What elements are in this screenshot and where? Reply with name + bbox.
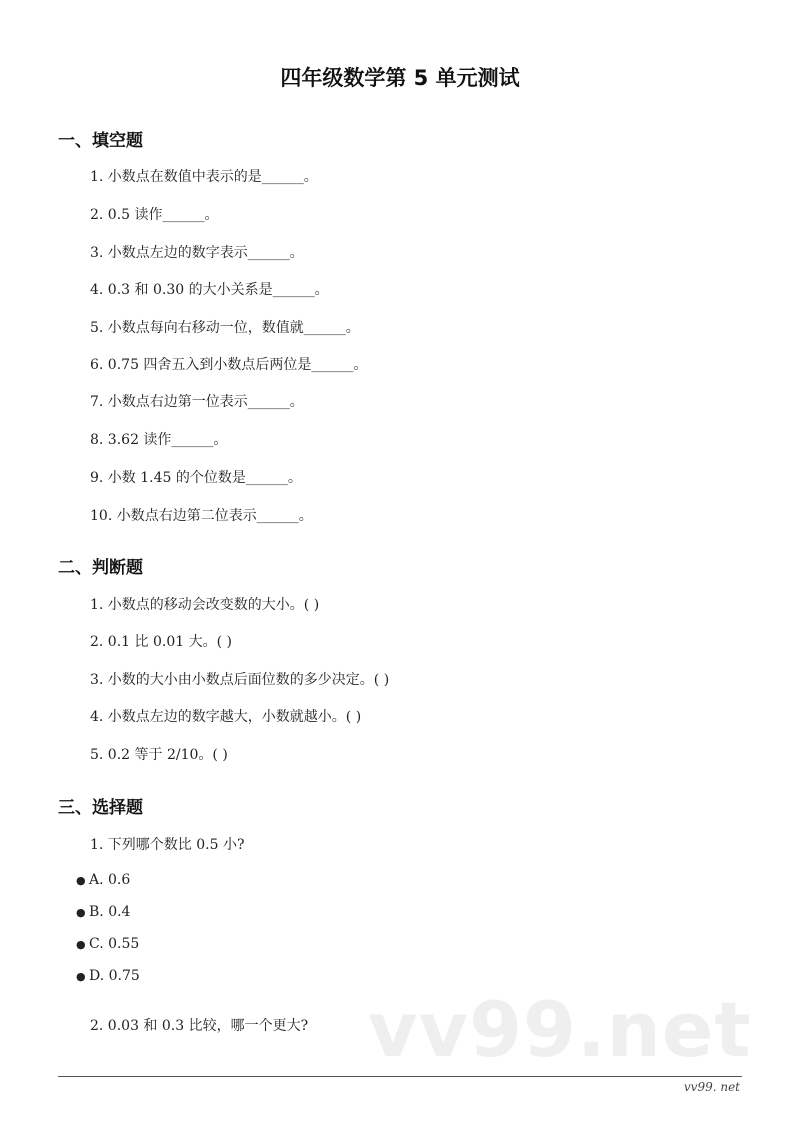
fill-question: 5. 小数点每向右移动一位，数值就______。 bbox=[90, 320, 360, 336]
fill-question: 3. 小数点左边的数字表示______。 bbox=[90, 245, 304, 261]
bullet-icon: ● bbox=[76, 938, 86, 951]
fill-question: 2. 0.5 读作______。 bbox=[90, 207, 219, 223]
section-heading-judge: 二、判断题 bbox=[58, 558, 143, 578]
watermark: vv99.net bbox=[368, 985, 752, 1074]
footer-divider bbox=[58, 1076, 742, 1077]
section-heading-choice: 三、选择题 bbox=[58, 798, 143, 818]
fill-question: 10. 小数点右边第二位表示______。 bbox=[90, 508, 313, 524]
choice-question: 1. 下列哪个数比 0.5 小? bbox=[90, 837, 245, 853]
bullet-icon: ● bbox=[76, 906, 86, 919]
judge-question: 1. 小数点的移动会改变数的大小。( ) bbox=[90, 597, 320, 613]
option-label: A. 0.6 bbox=[89, 872, 131, 888]
option-label: D. 0.75 bbox=[89, 968, 140, 984]
bullet-icon: ● bbox=[76, 970, 86, 983]
option-label: B. 0.4 bbox=[89, 904, 131, 920]
fill-question: 8. 3.62 读作______。 bbox=[90, 432, 228, 448]
judge-question: 2. 0.1 比 0.01 大。( ) bbox=[90, 634, 232, 650]
fill-question: 1. 小数点在数值中表示的是______。 bbox=[90, 169, 318, 185]
page-title: 四年级数学第 5 单元测试 bbox=[280, 66, 520, 90]
judge-question: 4. 小数点左边的数字越大，小数就越小。( ) bbox=[90, 709, 362, 725]
judge-question: 5. 0.2 等于 2/10。( ) bbox=[90, 747, 228, 763]
option-label: C. 0.55 bbox=[89, 936, 140, 952]
choice-option bbox=[76, 936, 139, 952]
footer-site-label: vv99. net bbox=[683, 1080, 740, 1094]
choice-option bbox=[76, 872, 130, 888]
choice-question: 2. 0.03 和 0.3 比较，哪一个更大? bbox=[90, 1018, 309, 1034]
fill-question: 6. 0.75 四舍五入到小数点后两位是______。 bbox=[90, 357, 368, 373]
section-heading-fill: 一、填空题 bbox=[58, 131, 143, 151]
fill-question: 9. 小数 1.45 的个位数是______。 bbox=[90, 470, 302, 486]
choice-option bbox=[76, 968, 140, 984]
fill-question: 4. 0.3 和 0.30 的大小关系是______。 bbox=[90, 282, 329, 298]
choice-option bbox=[76, 904, 130, 920]
fill-question: 7. 小数点右边第一位表示______。 bbox=[90, 394, 304, 410]
judge-question: 3. 小数的大小由小数点后面位数的多少决定。( ) bbox=[90, 672, 390, 688]
bullet-icon: ● bbox=[76, 874, 86, 887]
